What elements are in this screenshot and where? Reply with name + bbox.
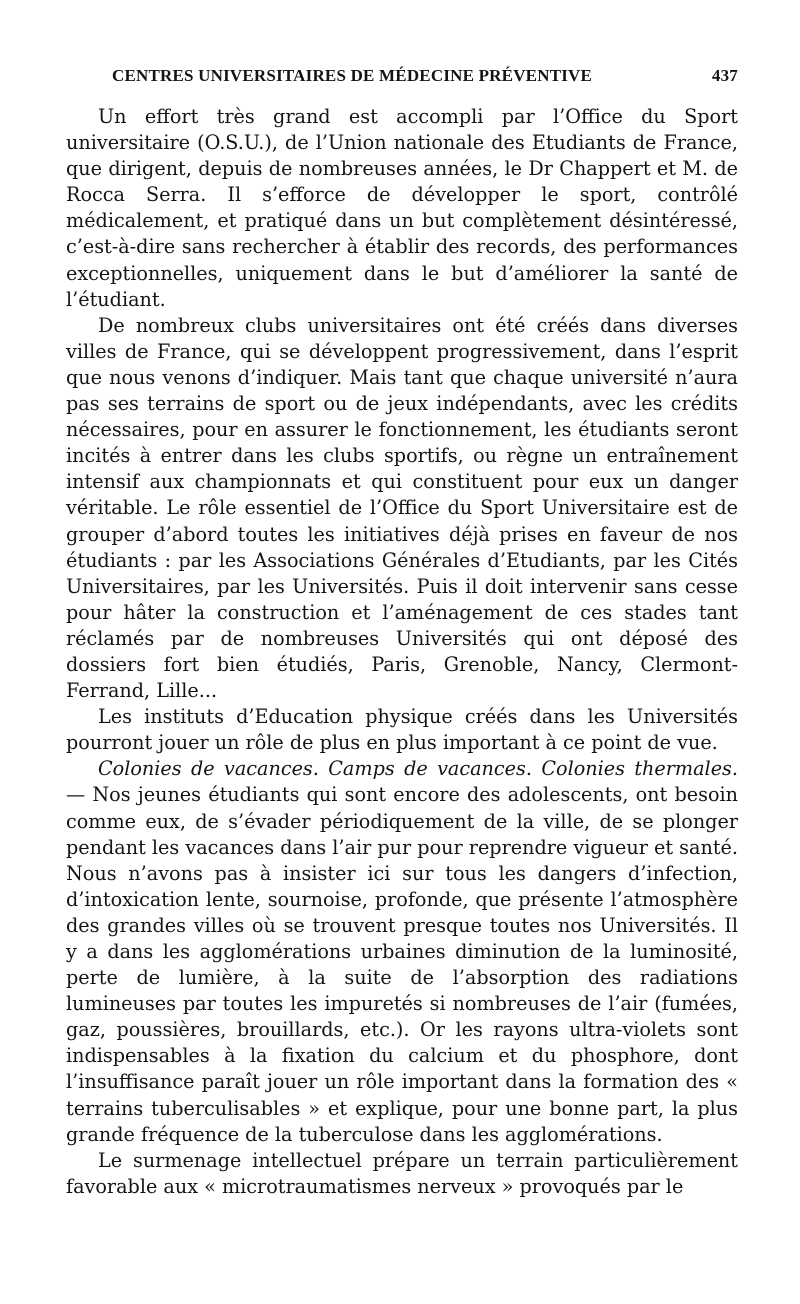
document-page — [66, 60, 738, 1200]
body-text — [66, 104, 738, 1200]
paragraph-instituts: Les instituts d’Education physique créés dans les Universités pourront jouer un rôle de plus en plus important à ce point de vue. — [66, 705, 738, 755]
paragraph-surmenage: Le surmenage intellectuel prépare un terrain particulièrement favorable aux « microtraumatismes nerveux » provoqués par le — [66, 1148, 738, 1198]
section-heading: Colonies de vacances. Camps de vacances. Colonies thermales. — [98, 757, 738, 781]
running-header — [66, 60, 738, 90]
page-number: 437 — [711, 66, 738, 85]
running-title: CENTRES UNIVERSITAIRES DE MÉDECINE PRÉVENTIVE — [112, 66, 593, 85]
section-text: — Nos jeunes étudiants qui sont encore des adolescents, ont besoin comme eux, de s’évader périodiquement de la ville, de se plonger pendant les vacances dans l’air pur pour reprendre vigueur et santé. Nous n’avons pas à insister ici sur tous les dangers d’infection, d’intoxication lente, sournoise, profonde, que présente l’atmosphère des grandes villes où se trouvent presque toutes nos Universités. Il y a dans les agglomérations urbaines diminution de la luminosité, perte de lumière, à la suite de l’absorption des radiations lumineuses par toutes les impuretés si nombreuses de l’air (fumées, gaz, poussières, brouillards, etc.). Or les rayons ultra-violets sont indispensables à la fixation du calcium et du phosphore, dont l’insuffisance paraît jouer un rôle important dans la formation des « terrains tuberculisables » et explique, pour une bonne part, la plus grande fréquence de la tuberculose dans les agglomérations. — [66, 783, 738, 1146]
paragraph-clubs: De nombreux clubs universitaires ont été créés dans diverses villes de France, qui se développent progressivement, dans l’esprit que nous venons d’indiquer. Mais tant que chaque université n’aura pas ses terrains de sport ou de jeux indépendants, avec les crédits nécessaires, pour en assurer le fonctionnement, les étudiants seront incités à entrer dans les clubs sportifs, ou règne un entraînement intensif aux championnats et qui constituent pour eux un danger véritable. Le rôle essentiel de l’Office du Sport Universitaire est de grouper d’abord toutes les initiatives déjà prises en faveur de nos étudiants : par les Associations Générales d’Etudiants, par les Cités Universitaires, par les Universités. Puis il doit intervenir sans cesse pour hâter la construction et l’aménagement de ces stades tant réclamés par de nombreuses Universités qui ont déposé des dossiers fort bien étudiés, Paris, Grenoble, Nancy, Clermont-Ferrand, Lille... — [66, 313, 738, 703]
paragraph-colonies — [66, 756, 738, 1147]
paragraph-osu: Un effort très grand est accompli par l’Office du Sport universitaire (O.S.U.), de l’Union nationale des Etudiants de France, que dirigent, depuis de nombreuses années, le Dr Chappert et M. de Rocca Serra. Il s’efforce de développer le sport, contrôlé médicalement, et pratiqué dans un but complètement désintéressé, c’est-à-dire sans rechercher à établir des records, des performances exceptionnelles, uniquement dans le but d’améliorer la santé de l’étudiant. — [66, 105, 738, 311]
